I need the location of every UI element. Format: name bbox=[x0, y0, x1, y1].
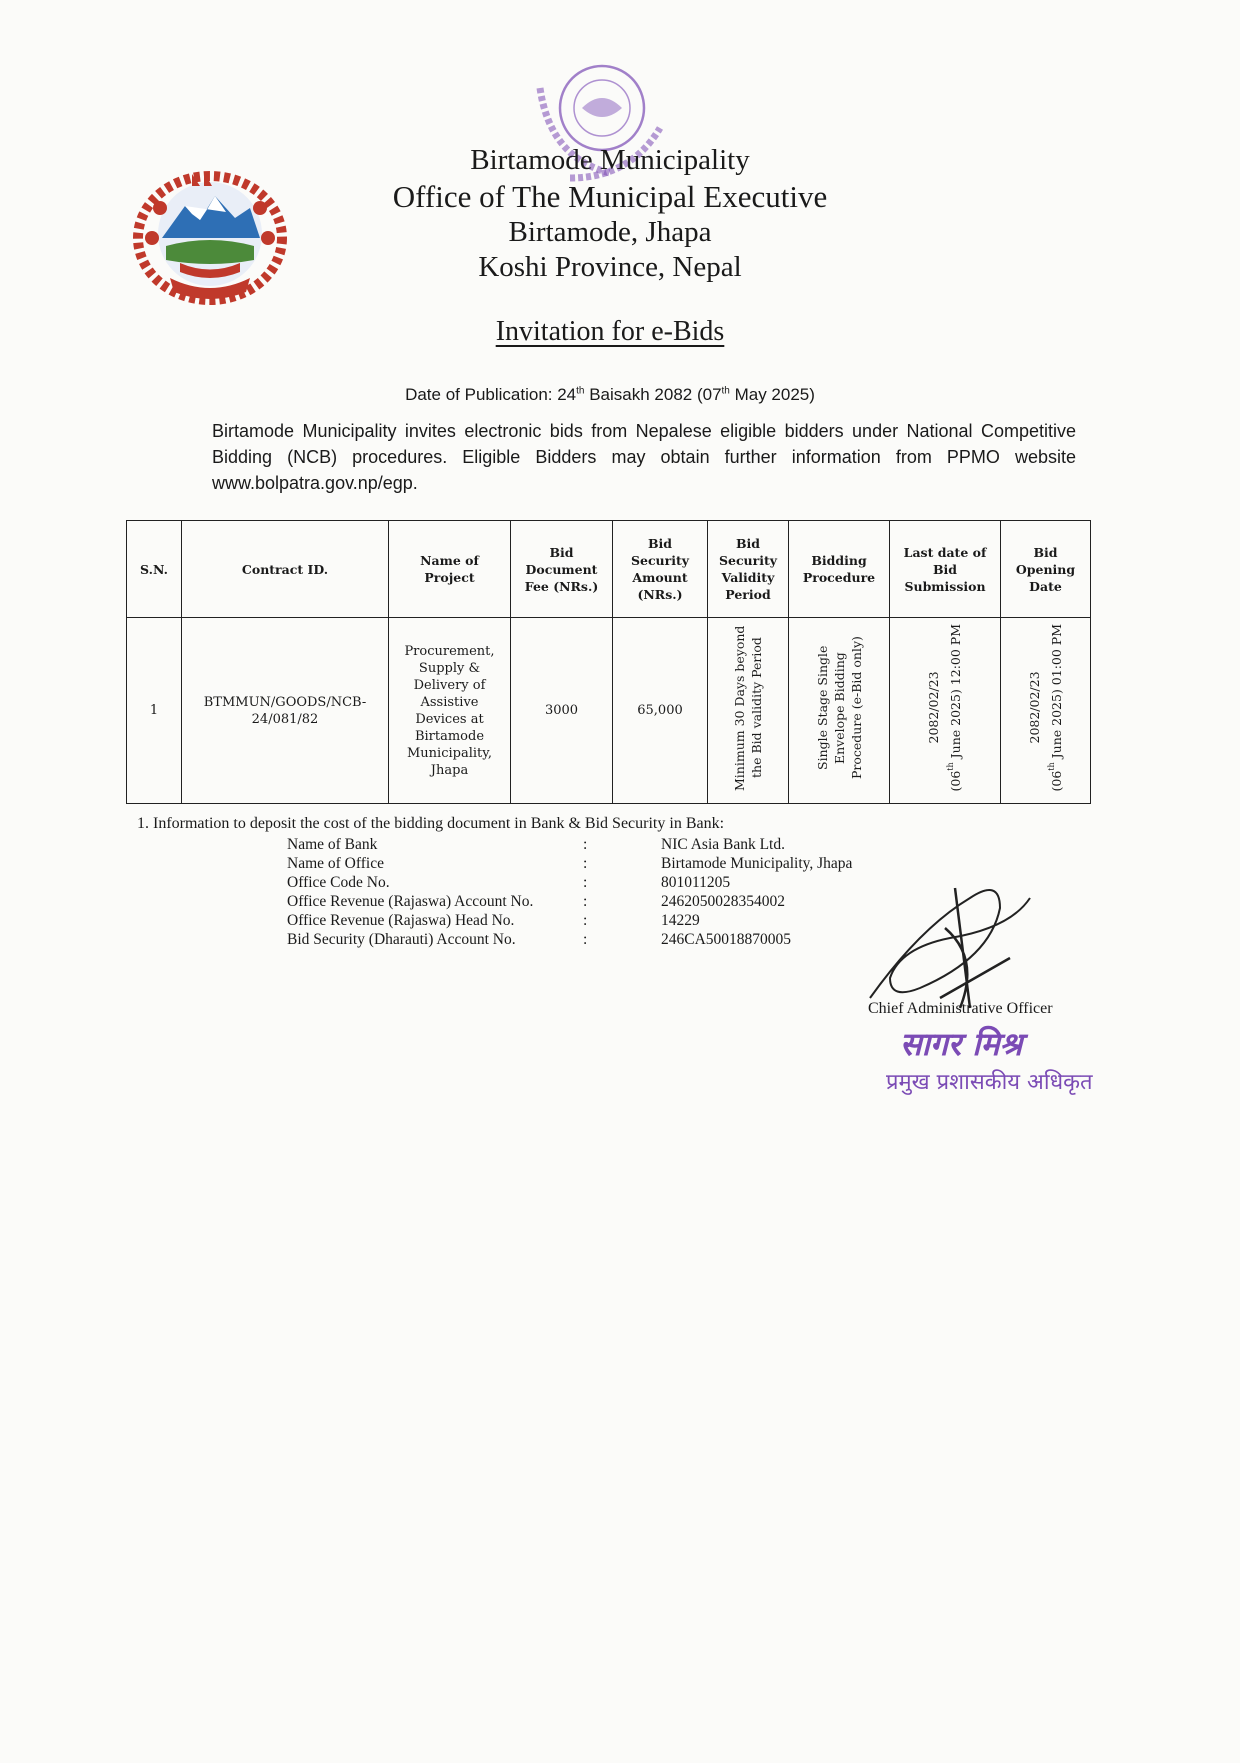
bank-separator: : bbox=[583, 912, 588, 929]
col-header-opening: Bid Opening Date bbox=[1001, 521, 1091, 618]
bank-value: Birtamode Municipality, Jhapa bbox=[661, 855, 853, 872]
bank-label: Office Revenue (Rajaswa) Head No. bbox=[287, 912, 515, 929]
municipality-name: Birtamode Municipality bbox=[470, 144, 750, 176]
bank-value: NIC Asia Bank Ltd. bbox=[661, 836, 785, 853]
cell-procedure: Single Stage Single Envelope Bidding Procedure (e-Bid only) bbox=[789, 618, 890, 804]
cell-sn: 1 bbox=[127, 618, 182, 804]
bank-label: Name of Bank bbox=[287, 836, 378, 853]
cell-security-amount: 65,000 bbox=[613, 618, 708, 804]
bank-label: Bid Security (Dharauti) Account No. bbox=[287, 931, 516, 948]
bank-info-intro: 1. Information to deposit the cost of the bidding document in Bank & Bid Security in Bank: bbox=[137, 815, 725, 832]
table-header-row bbox=[127, 521, 1091, 618]
bank-separator: : bbox=[583, 855, 588, 872]
col-header-doc-fee: Bid Document Fee (NRs.) bbox=[511, 521, 613, 618]
col-header-contract: Contract ID. bbox=[182, 521, 389, 618]
cell-validity: Minimum 30 Days beyond the Bid validity Period bbox=[708, 618, 789, 804]
bank-separator: : bbox=[583, 874, 588, 891]
cell-project: Procurement, Supply & Delivery of Assistive Devices at Birtamode Municipality, Jhapa bbox=[389, 618, 511, 804]
bank-label: Office Revenue (Rajaswa) Account No. bbox=[287, 893, 534, 910]
col-header-project: Name of Project bbox=[389, 521, 511, 618]
cell-opening: 2082/02/23 (06th June 2025) 01:00 PM bbox=[1001, 618, 1091, 804]
signatory-role-stamp: प्रमुख प्रशासकीय अधिकृत bbox=[886, 1070, 1093, 1095]
cell-doc-fee: 3000 bbox=[511, 618, 613, 804]
col-header-security-amount: Bid Security Amount (NRs.) bbox=[613, 521, 708, 618]
col-header-procedure: Bidding Procedure bbox=[789, 521, 890, 618]
bank-value: 246CA50018870005 bbox=[661, 931, 792, 948]
office-name: Office of The Municipal Executive bbox=[392, 179, 828, 214]
cell-last-date: 2082/02/23 (06th June 2025) 12:00 PM bbox=[890, 618, 1001, 804]
table-row bbox=[127, 618, 1091, 804]
signatory-title: Chief Administrative Officer bbox=[868, 1000, 1053, 1017]
signatory-name-stamp: सागर मिश्र bbox=[900, 1025, 1023, 1063]
cell-contract: BTMMUN/GOODS/NCB-24/081/82 bbox=[182, 618, 389, 804]
signature-icon bbox=[860, 868, 1040, 1018]
bank-label: Name of Office bbox=[287, 855, 384, 872]
office-city: Birtamode, Jhapa bbox=[508, 216, 712, 248]
bank-value: 2462050028354002 bbox=[661, 893, 785, 910]
bid-table bbox=[126, 520, 1091, 804]
office-province: Koshi Province, Nepal bbox=[478, 251, 742, 283]
intro-paragraph: Birtamode Municipality invites electronic bids from Nepalese eligible bidders under National Competitive Bidding (NCB) procedures. Eligible Bidders may obtain further information from PPMO website www.bolpatra.gov.np/egp. bbox=[212, 421, 1076, 493]
publication-date: Date of Publication: 24th Baisakh 2082 (07th May 2025) bbox=[405, 385, 815, 404]
col-header-last-date: Last date of Bid Submission bbox=[890, 521, 1001, 618]
bank-separator: : bbox=[583, 893, 588, 910]
bank-value: 801011205 bbox=[661, 874, 731, 891]
col-header-validity: Bid Security Validity Period bbox=[708, 521, 789, 618]
page-title: Invitation for e-Bids bbox=[495, 316, 725, 347]
bank-value: 14229 bbox=[661, 912, 700, 929]
col-header-sn: S.N. bbox=[127, 521, 182, 618]
bank-label: Office Code No. bbox=[287, 874, 390, 891]
nepal-emblem-icon bbox=[130, 168, 290, 308]
bank-separator: : bbox=[583, 836, 588, 853]
bank-separator: : bbox=[583, 931, 588, 948]
